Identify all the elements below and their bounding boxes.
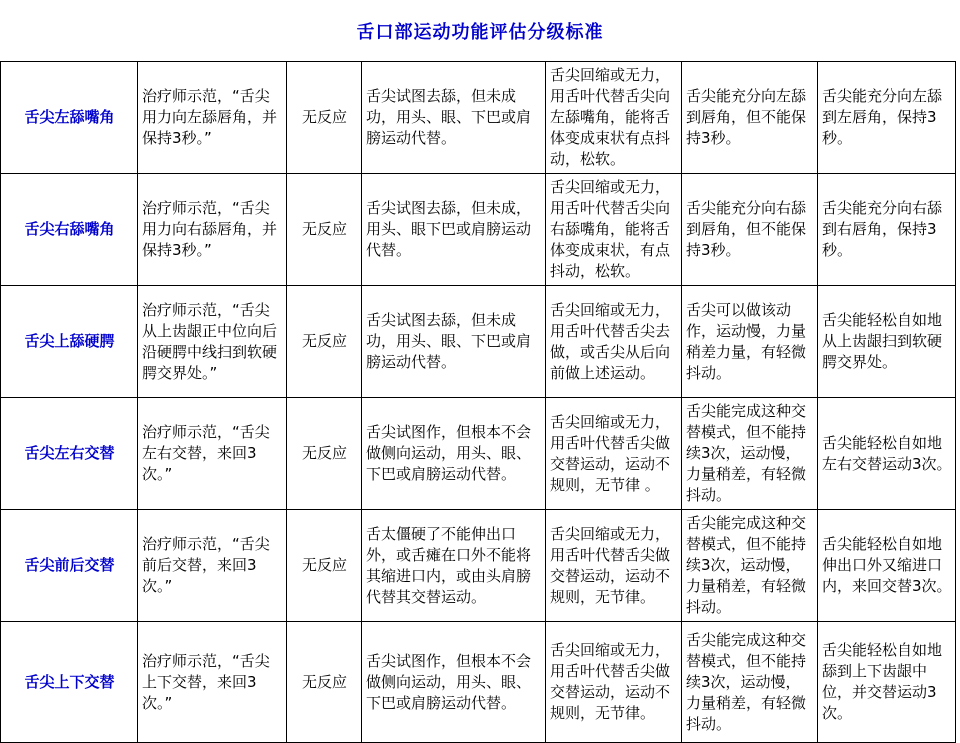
weak-cell: 舌尖回缩或无力，用舌叶代替舌尖做交替运动，运动不规则，无节律 。 [546,398,682,510]
weak-cell: 舌尖回缩或无力，用舌叶代替舌尖去做，或舌尖从后向前做上述运动。 [546,286,682,398]
table-row [1,286,956,398]
motion-item-name: 舌尖右舔嘴角 [1,174,138,286]
full-cell: 舌尖能充分向右舔到右唇角，保持3秒。 [818,174,956,286]
partial-cell: 舌尖能完成这种交替模式，但不能持续3次，运动慢，力量稍差，有轻微抖动。 [682,622,818,743]
no-response-cell: 无反应 [287,510,362,622]
attempt-cell: 舌尖试图去舔，但未成功，用头、眼、下巴或肩膀运动代替。 [362,286,546,398]
table-row [1,398,956,510]
full-cell: 舌尖能轻松自如地从上齿龈扫到软硬腭交界处。 [818,286,956,398]
attempt-cell: 舌尖试图作，但根本不会做侧向运动，用头、眼、下巴或肩膀运动代替。 [362,398,546,510]
attempt-cell: 舌尖试图去舔，但未成，用头、眼下巴或肩膀运动代替。 [362,174,546,286]
no-response-cell: 无反应 [287,174,362,286]
table-row [1,62,956,174]
motion-item-name: 舌尖上下交替 [1,622,138,743]
weak-cell: 舌尖回缩或无力，用舌叶代替舌尖向右舔嘴角，能将舌体变成束状，有点抖动，松软。 [546,174,682,286]
full-cell: 舌尖能轻松自如地舔到上下齿龈中位，并交替运动3次。 [818,622,956,743]
no-response-cell: 无反应 [287,62,362,174]
instruction-cell: 治疗师示范，“舌尖上下交替，来回3次。” [138,622,287,743]
full-cell: 舌尖能轻松自如地左右交替运动3次。 [818,398,956,510]
no-response-cell: 无反应 [287,286,362,398]
no-response-cell: 无反应 [287,622,362,743]
motion-item-name: 舌尖左舔嘴角 [1,62,138,174]
partial-cell: 舌尖可以做该动作，运动慢，力量稍差力量，有轻微抖动。 [682,286,818,398]
weak-cell: 舌尖回缩或无力，用舌叶代替舌尖向左舔嘴角，能将舌体变成束状有点抖动，松软。 [546,62,682,174]
table-row [1,174,956,286]
page-title: 舌口部运动功能评估分级标准 [356,22,604,43]
partial-cell: 舌尖能充分向左舔到唇角，但不能保持3秒。 [682,62,818,174]
partial-cell: 舌尖能完成这种交替模式，但不能持续3次，运动慢，力量稍差，有轻微抖动。 [682,398,818,510]
attempt-cell: 舌尖试图作，但根本不会做侧向运动，用头、眼、下巴或肩膀运动代替。 [362,622,546,743]
motion-item-name: 舌尖前后交替 [1,510,138,622]
attempt-cell: 舌太僵硬了不能伸出口外，或舌瘫在口外不能将其缩进口内，或由头肩膀代替其交替运动。 [362,510,546,622]
motion-item-name: 舌尖上舔硬腭 [1,286,138,398]
no-response-cell: 无反应 [287,398,362,510]
table-row [1,622,956,743]
instruction-cell: 治疗师示范，“舌尖用力向左舔唇角，并保持3秒。” [138,62,287,174]
attempt-cell: 舌尖试图去舔，但未成功，用头、眼、下巴或肩膀运动代替。 [362,62,546,174]
weak-cell: 舌尖回缩或无力，用舌叶代替舌尖做交替运动，运动不规则，无节律。 [546,622,682,743]
instruction-cell: 治疗师示范，“舌尖前后交替，来回3次。” [138,510,287,622]
motion-item-name: 舌尖左右交替 [1,398,138,510]
full-cell: 舌尖能轻松自如地伸出口外又缩进口内，来回交替3次。 [818,510,956,622]
partial-cell: 舌尖能充分向右舔到唇角，但不能保持3秒。 [682,174,818,286]
instruction-cell: 治疗师示范，“舌尖用力向右舔唇角，并保持3秒。” [138,174,287,286]
instruction-cell: 治疗师示范，“舌尖从上齿龈正中位向后沿硬腭中线扫到软硬腭交界处。” [138,286,287,398]
weak-cell: 舌尖回缩或无力，用舌叶代替舌尖做交替运动，运动不规则，无节律。 [546,510,682,622]
table-row [1,510,956,622]
grading-table [0,61,956,743]
instruction-cell: 治疗师示范，“舌尖左右交替，来回3次。” [138,398,287,510]
partial-cell: 舌尖能完成这种交替模式，但不能持续3次，运动慢，力量稍差，有轻微抖动。 [682,510,818,622]
full-cell: 舌尖能充分向左舔到左唇角，保持3秒。 [818,62,956,174]
